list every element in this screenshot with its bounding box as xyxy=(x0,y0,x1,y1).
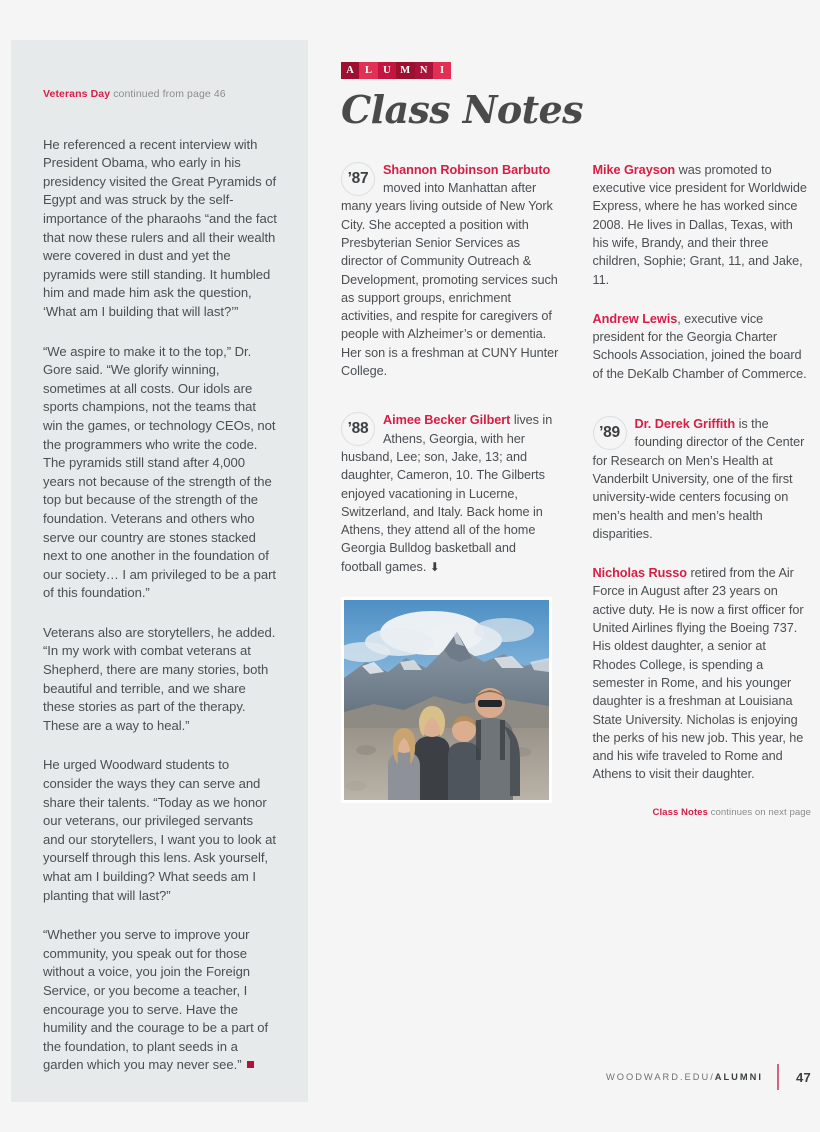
class-note-text xyxy=(593,564,812,784)
year-badge-89: ’89 xyxy=(593,416,627,450)
article-end-mark-icon xyxy=(247,1061,254,1068)
class-note-1987 xyxy=(341,161,560,381)
page-title: Class Notes xyxy=(341,87,583,132)
alumni-letter-a: A xyxy=(341,62,359,79)
continues-kicker: Class Notes xyxy=(652,806,708,818)
class-note-text xyxy=(341,161,560,381)
alum-name: Nicholas Russo xyxy=(592,566,687,581)
year-badge-87: ’87 xyxy=(341,162,375,196)
class-note-andrew-lewis xyxy=(593,310,812,383)
notes-column-left xyxy=(341,161,560,828)
alumni-letter-u: U xyxy=(378,62,396,79)
photo-frame xyxy=(341,597,552,803)
page-number: 47 xyxy=(795,1069,811,1085)
alum-note-body: is the founding director of the Center for Research on Men’s Health at Vanderbilt University, one of the first university-wide centers focusing on men’s health and men’s health disparities. xyxy=(592,417,805,541)
class-note-1988 xyxy=(341,411,560,576)
class-note-text xyxy=(341,411,560,576)
notes-column-right xyxy=(593,161,812,828)
alumni-letter-m: M xyxy=(396,62,414,79)
alumni-letter-i: I xyxy=(433,62,451,79)
family-photo-image xyxy=(344,600,549,800)
class-note-nicholas-russo xyxy=(593,564,812,784)
alum-name: Shannon Robinson Barbuto xyxy=(383,162,551,177)
alumni-eyebrow-banner xyxy=(341,62,451,79)
notes-columns xyxy=(341,161,811,828)
class-note-text xyxy=(593,161,812,289)
sidebar-paragraph-5-text: “Whether you serve to improve your community, you speak out for those without a voice, you join the Foreign Service, or you become a teacher, I encourage you to serve. Have the humility and the courage to be a part of the foundation, to plant seeds in a garden which you may never see.” xyxy=(43,927,269,1073)
sidebar-paragraph-4: He urged Woodward students to consider the ways they can serve and share their talents. “Today as we honor our veterans, our privileged servants and our storytellers, I want you to look at yourself through this lens. Ask yourself, what am I building? What seeds am I planting that will last?” xyxy=(43,757,276,903)
footer-url-section: ALUMNI xyxy=(714,1072,763,1082)
alum-note-body: lives in Athens, Georgia, with her husband, Lee; son, Jake, 13; and daughter, Cameron, 10. The Gilberts enjoyed vacationing in Lucerne, Switzerland, and Italy. Back home in Athens, they attend all of the home Georgia Bulldog basketball and football games. xyxy=(341,413,553,574)
alum-note-body: moved into Manhattan after many years living outside of New York City. She accepted a position with Presbyterian Senior Services as director of Community Outreach & Development, promoting services such as support groups, enrichment activities, and respite for caregivers of people with Alzheimer’s or dementia. Her son is a freshman at CUNY Hunter College. xyxy=(341,181,559,379)
alum-name: Andrew Lewis xyxy=(592,311,678,326)
alum-name: Aimee Becker Gilbert xyxy=(383,413,511,428)
alumni-letter-n: N xyxy=(415,62,433,79)
page-footer xyxy=(606,1064,811,1090)
continued-rest: continued from page 46 xyxy=(110,88,226,100)
alum-note-body: retired from the Air Force in August after 23 years on active duty. He is now a first officer for United Airlines flying the Boeing 737. His oldest daughter, a senior at Rhodes College, is spending a semester in Rome, and his younger daughter is a freshman at Louisiana State University. Nicholas is enjoying the perks of his new job. This year, he and his wife traveled to Rome and Athens to visit their daughter. xyxy=(592,566,804,782)
sidebar-paragraph-1: He referenced a recent interview with President Obama, who early in his presidency visited the Great Pyramids of Egypt and was struck by the self-importance of the pharaohs “and the fact that now these rulers and all their wealth were covered in dust and yet the pyramids were still standing. It humbled him and made him ask the question, ‘What am I building that will last?’” xyxy=(43,136,277,319)
class-note-text xyxy=(593,310,812,383)
continues-rest: continues on next page xyxy=(707,806,811,818)
footer-url-prefix: WOODWARD.EDU/ xyxy=(605,1072,715,1082)
sidebar-paragraph-2: “We aspire to make it to the top,” Dr. Gore said. “We glorify winning, sometimes at all costs. Our idols are sports champions, not the teams that win the games, or technology CEOs, not the programmers who write the code. The pyramids still stand after 4,000 years not because of the strength of the top but because of the strength of the foundation. Veterans and others who serve our country are stones stacked next to one another in the foundation of our society… I am privileged to be a part of this foundation.” xyxy=(43,343,277,601)
footer-divider xyxy=(777,1064,779,1090)
sidebar-paragraph-5 xyxy=(43,926,278,1075)
continued-from-line xyxy=(43,88,278,102)
alum-note-body: was promoted to executive vice president for Worldwide Express, where he has worked since 2008. He lives in Dallas, Texas, with his wife, Brandy, and their three children, Sophie; Grant, 11, and Jake, 11. xyxy=(592,162,807,287)
alum-name: Mike Grayson xyxy=(592,162,676,177)
year-badge-88: ’88 xyxy=(341,412,375,446)
class-note-1989 xyxy=(593,415,812,543)
continued-kicker: Veterans Day xyxy=(43,88,111,100)
footer-url xyxy=(606,1072,763,1082)
arrow-down-icon: ⬇ xyxy=(429,559,440,574)
alumni-letter-l: L xyxy=(359,62,377,79)
continues-on-next-page-line xyxy=(593,807,812,818)
alum-name: Dr. Derek Griffith xyxy=(634,417,736,432)
class-notes-main xyxy=(341,40,811,827)
class-note-mike-grayson xyxy=(593,161,812,289)
sidebar-article-panel xyxy=(11,40,308,1102)
sidebar-paragraph-3: Veterans also are storytellers, he added. “In my work with combat veterans at Shepherd, there are many stories, both beautiful and terrible, and we share these stories as part of the therapy. These are a way to heal.” xyxy=(43,624,276,733)
alum-note-body: , executive vice president for the Georgia Charter Schools Association, joined the board of the DeKalb Chamber of Commerce. xyxy=(592,311,807,381)
